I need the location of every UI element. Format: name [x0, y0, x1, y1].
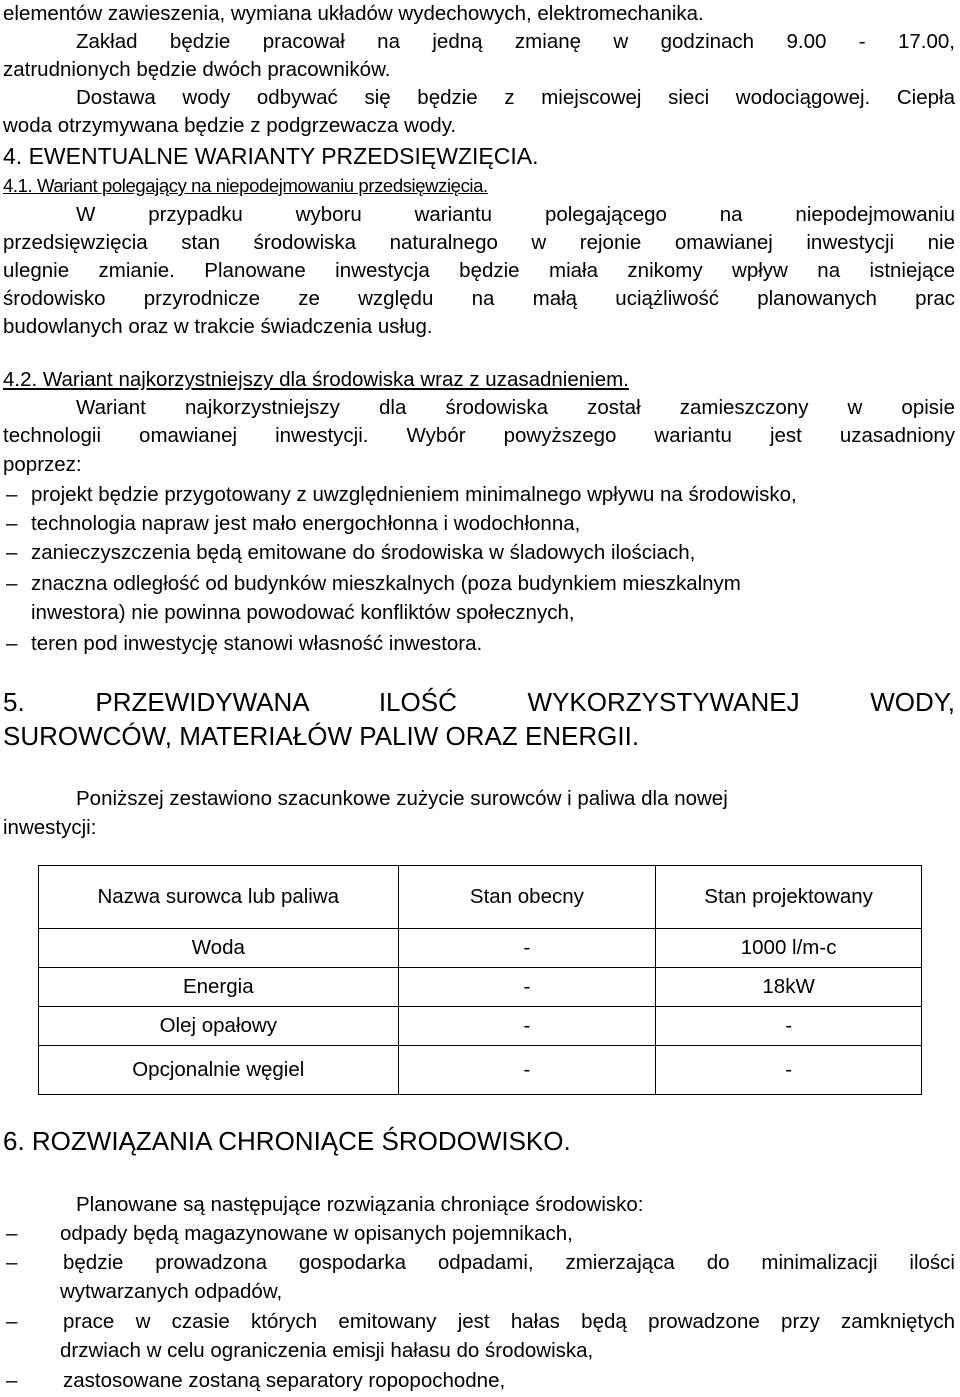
table-cell: -: [656, 1046, 922, 1095]
table-cell: -: [398, 968, 656, 1007]
paragraph-line: W przypadku wyboru wariantu polegającego na niepodejmowaniu: [76, 203, 955, 226]
list-item-continuation: inwestora) nie powinna powodować konfliktów społecznych,: [31, 601, 575, 624]
section-4-heading: 4. EWENTUALNE WARIANTY PRZEDSIĘWZIĘCIA.: [3, 143, 539, 169]
dash-bullet-icon: –: [6, 572, 18, 595]
list-item-text: prace w czasie których emitowany jest hałas będą prowadzone przy zamkniętych: [63, 1310, 955, 1333]
dash-bullet-icon: –: [6, 512, 18, 535]
paragraph-line: inwestycji:: [3, 816, 97, 839]
list-item-text: znaczna odległość od budynków mieszkalnych (poza budynkiem mieszkalnym: [31, 572, 741, 595]
list-item-text: zastosowane zostaną separatory ropopochodne,: [63, 1369, 506, 1392]
table-row: [39, 1007, 922, 1046]
paragraph-line: zatrudnionych będzie dwóch pracowników.: [3, 58, 391, 81]
paragraph-line: budowlanych oraz w trakcie świadczenia usług.: [3, 315, 433, 338]
table-header-row: [39, 866, 922, 929]
paragraph-line: Poniższej zestawiono szacunkowe zużycie surowców i paliwa dla nowej: [76, 787, 728, 810]
resources-table: [38, 865, 922, 1095]
table-cell: -: [398, 1007, 656, 1046]
table-cell: Opcjonalnie węgiel: [39, 1046, 399, 1095]
list-item-continuation: drzwiach w celu ograniczenia emisji hałasu do środowiska,: [60, 1339, 594, 1362]
dash-bullet-icon: –: [6, 1251, 18, 1274]
paragraph-line: Wariant najkorzystniejszy dla środowiska został zamieszczony w opisie: [76, 396, 955, 419]
list-item-text: projekt będzie przygotowany z uwzględnieniem minimalnego wpływu na środowisko,: [31, 483, 797, 506]
paragraph-line: woda otrzymywana będzie z podgrzewacza wody.: [3, 114, 457, 137]
dash-bullet-icon: –: [6, 541, 18, 564]
table-header-cell: Stan obecny: [398, 866, 656, 929]
section-6-heading: 6. ROZWIĄZANIA CHRONIĄCE ŚRODOWISKO.: [3, 1126, 571, 1156]
table-header-cell: Stan projektowany: [656, 866, 922, 929]
list-item-text: teren pod inwestycję stanowi własność inwestora.: [31, 632, 483, 655]
section-5-heading-cont: SUROWCÓW, MATERIAŁÓW PALIW ORAZ ENERGII.: [3, 721, 640, 751]
table-cell: -: [656, 1007, 922, 1046]
list-item-text: będzie prowadzona gospodarka odpadami, zmierzająca do minimalizacji ilości: [63, 1251, 955, 1274]
dash-bullet-icon: –: [6, 1369, 18, 1392]
table-row: [39, 968, 922, 1007]
table-cell: -: [398, 1046, 656, 1095]
table-row: [39, 1046, 922, 1095]
table-header-cell: Nazwa surowca lub paliwa: [39, 866, 399, 929]
paragraph-line: Dostawa wody odbywać się będzie z miejscowej sieci wodociągowej. Ciepła: [76, 86, 955, 109]
table-cell: Energia: [39, 968, 399, 1007]
dash-bullet-icon: –: [6, 483, 18, 506]
subsection-4-1-heading: 4.1. Wariant polegający na niepodejmowaniu przedsięwzięcia.: [3, 175, 488, 196]
list-item-text: zanieczyszczenia będą emitowane do środowiska w śladowych ilościach,: [31, 541, 696, 564]
subsection-4-2-heading: 4.2. Wariant najkorzystniejszy dla środowiska wraz z uzasadnieniem.: [3, 368, 629, 391]
table-cell: 1000 l/m-c: [656, 929, 922, 968]
table-cell: Woda: [39, 929, 399, 968]
paragraph-line: Planowane są następujące rozwiązania chroniące środowisko:: [76, 1193, 644, 1216]
dash-bullet-icon: –: [6, 1222, 18, 1245]
section-5-heading: 5. PRZEWIDYWANA ILOŚĆ WYKORZYSTYWANEJ WODY,: [3, 687, 955, 717]
paragraph-line: elementów zawieszenia, wymiana układów wydechowych, elektromechanika.: [3, 2, 704, 25]
paragraph-line: technologii omawianej inwestycji. Wybór powyższego wariantu jest uzasadniony: [3, 424, 955, 447]
list-item-continuation: wytwarzanych odpadów,: [60, 1280, 283, 1303]
table-row: [39, 929, 922, 968]
paragraph-line: poprzez:: [3, 453, 82, 476]
list-item-text: technologia napraw jest mało energochłonna i wodochłonna,: [31, 512, 581, 535]
dash-bullet-icon: –: [6, 632, 18, 655]
dash-bullet-icon: –: [6, 1310, 18, 1333]
list-item-text: odpady będą magazynowane w opisanych pojemnikach,: [60, 1222, 573, 1245]
paragraph-line: Zakład będzie pracował na jedną zmianę w godzinach 9.00 - 17.00,: [76, 30, 955, 53]
table-cell: 18kW: [656, 968, 922, 1007]
paragraph-line: przedsięwzięcia stan środowiska naturalnego w rejonie omawianej inwestycji nie: [3, 231, 955, 254]
table-cell: -: [398, 929, 656, 968]
paragraph-line: ulegnie zmianie. Planowane inwestycja będzie miała znikomy wpływ na istniejące: [3, 259, 955, 282]
paragraph-line: środowisko przyrodnicze ze względu na małą uciążliwość planowanych prac: [3, 287, 955, 310]
table-cell: Olej opałowy: [39, 1007, 399, 1046]
